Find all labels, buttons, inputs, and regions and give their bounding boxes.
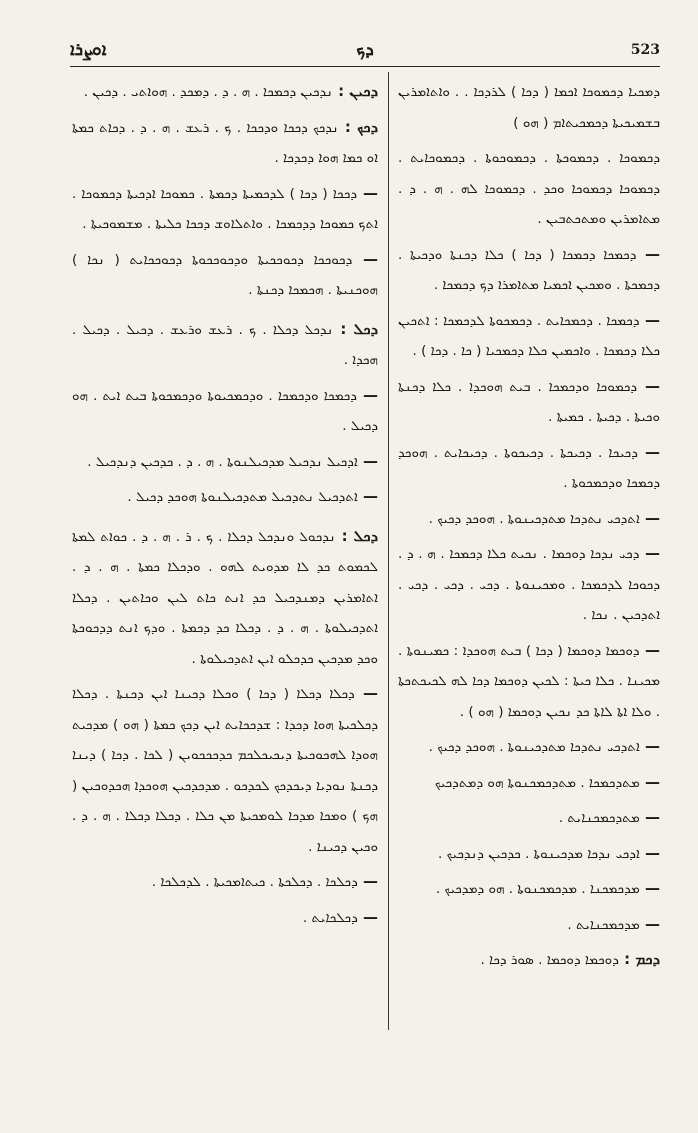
entry-text: ܕܟܝܟܐ . ܕܟܝܟܬܐ . ܕܟܝܟܘܬܐ . ܕܟܝܟܐܝܬ . ܗܘܟܕ ܕܟܡܟܐ ܘܕܟܡܟܘܬܐ . [398,444,660,491]
entry-lemma: ܕܟܠ : [335,526,378,545]
dictionary-entry [72,112,378,174]
dictionary-entry [398,305,660,367]
dictionary-entry [398,239,660,301]
entry-text: ܐܬܕܟܝܠ ܢܬܕܟܝܠ ܡܬܕܟܝܠܢܘܬܐ ܗܘܟܕ ܕܟܝܠ . [127,489,358,505]
entry-lemma: — [357,183,378,202]
entry-lemma: — [357,451,378,470]
entry-lemma: — [637,376,660,395]
entry-text: ܕܟܠܟܐܝܬ . [302,909,358,926]
dictionary-entry [398,437,660,499]
dictionary-entry [72,902,378,934]
entry-lemma: — [639,772,660,791]
entry-text: ܐܬܕܟܝ ܢܬܕܟܐ ܡܬܕܟܝܢܘܬܐ . ܗܘܟܕ ܕܟܝܟ . [428,739,640,755]
entry-text: ܕܡܟܝܐ ܕܟܡܘܟܐ ܐܟܡܐ ( ܕܟܐ ) ܠܪܕܟܐ . . ܘܐܬܐܡܪܝܢ ܒܫܡܝܟܝܬܐ ܕܟܡܟܝܬܐܡ ( ܗܘ ) [398,84,660,131]
entry-lemma: — [639,544,660,562]
dictionary-entry [72,380,378,442]
entry-lemma: ܕܟܡ : [618,950,660,968]
dictionary-entry [72,314,378,376]
entry-lemma: — [352,249,378,268]
dictionary-entry [398,838,660,870]
dictionary-entry [398,909,660,941]
entry-lemma: — [636,244,660,263]
entry-lemma: — [639,640,660,659]
dictionary-entry [72,678,378,862]
entry-text: ܐܬܕܟܝ ܢܬܕܟܐ ܡܬܕܟܝܢܘܬܐ . ܗܘܟܕ ܕܟܝܟ . [428,510,640,527]
entry-text: ܕܘܟܡܐ ܕܘܟܡܐ ( ܕܟܐ ) ܒܝܬ ܗܘܟܕܐ : ܟܡܝܢܘܬܐ . ܡܟܝܢܐ . ܟܠܐ ܟܝܬܐ : ܠܟܝܢ ܕܘܟܡܐ ܕܟܐ ܠܗ ܠܟܝܟܬܟܬܐ . ܘܠܐ ܐܬܐ ܠܐܬܐ ܟܕ ܢܟܝܢ ܕܘܟܡܐ ( ܗܘ ) . [398,642,660,720]
entry-lemma: — [637,442,660,461]
column-divider [388,72,389,1030]
right-column [398,76,660,980]
dictionary-entry [398,142,660,235]
entry-text: ܕܟܘܟܟܐ ܕܟܘܟܟܝܬܐ ܘܕܟܘܟܟܘܬܐ ܕܟܘܟܟܐܝܬ ( ܢܟܐ ) ܗܘܟܢܝܬܐ . ܗܟܡܟܐ ܕܟܢܬܐ . [72,251,378,298]
entry-text: ܢܕܟܘܠ ܘܢܕܟܠ ܕܟܠܐ . ܟ . ܪ . ܗ . ܕ . ܟܘܐܬ ܠܡܬܐ ܠܟܡܘܬ ܟܕ ܠܐ ܡܕܘܝܬ ܠܗܘ . ܘܕܟܠܐ ܟܡܬܐ . ܗ . ܕ . ܐܬܐܡܪܝܢ ܕܡܢܕܟܝܠ ܟܕ ܐܢܬ ܟܐܬ ܠܝܢ ܘܟܐܬܝܢ . ܕܟܠܐ ܐܬܕܟܝܠܘܬܐ . ܗ . ܕ . ܕܟܠܐ ܟܕ ܕܟܡܬܐ . ܘܕܟ ܐܢܬ ܕܕܟܘܟܬܐ ܘܟܕ ܡܕܟܝܢ ܟܕܟܠܘ ܐܝܢ ܐܬܕܟܝܠܘܬܐ . [72,528,378,667]
entry-lemma: — [639,879,660,897]
header-rule [70,66,660,67]
dictionary-entry [398,767,660,799]
entry-lemma: ܕܟܠ : [333,319,378,338]
entry-text: ܢܕܟܟ ܕܟܟܐ ܘܕܟܟܐ . ܟ . ܪܥܫ . ܗ . ܕ . ܕܟܐܬ ܟܡܬܐ ܐܘ ܟܡܐ ܗܘܐ ܕܟܕܟܐ . [72,119,378,166]
entry-text: ܐܕܟܝܠ ܢܕܟܝܠ ܡܕܟܝܠܢܘܬܐ . ܗ . ܕ . ܟܕܟܝܢ ܕܢܕܟܝܠ . [87,453,358,470]
entry-lemma: — [357,487,378,505]
entry-text: ܡܕܟܡܟܢܐ . ܡܕܟܡܟܢܘܬܐ . ܗܘ ܕܡܕܟܝܟ . [435,881,640,897]
dictionary-entry [72,866,378,898]
entry-text: ܕܟܟܐ ( ܕܟܐ ) ܠܕܟܡܝܬܐ ܕܟܡܬܐ . ܟܡܘܟܐ ܐܕܟܝܬܐ ܕܟܡܘܟܐ . ܐܬܟ ܟܡܘܟܐ ܕܕܟܡܟܐ . ܘܐܬܠܐܘܫ ܕܟܟܐ ܟܠܝܬܐ . ܡܫܡܘܟܝܬܐ . [72,185,378,232]
dictionary-entry [72,178,378,240]
entry-lemma: — [639,508,660,527]
entry-text: ܕܟܡܘܟܐ . ܕܟܡܘܟܬܐ . ܕܟܡܘܟܘܬܐ . ܕܟܡܘܟܐܝܬ . ܕܟܡܘܟܐ ܕܟܡܘܟܐ ܘܟܕ . ܕܟܡܘܟܐ ܠܗ . ܗ . ܕ . ܡܬܐܡܪܝܢ ܘܡܬܟܬܒܝܢ . [398,150,660,227]
entry-text: ܐܕܟܝ ܢܕܟܐ ܡܕܟܝܢܘܬܐ . ܟܕܟܝܢ ܕܢܕܟܝܟ . [438,845,640,862]
dictionary-entry [398,802,660,834]
entry-lemma: — [357,907,378,926]
entry-text: ܡܕܟܡܟܢܐܝܬ . [567,916,640,933]
entry-lemma: — [356,385,378,404]
page-header [70,40,660,64]
entry-text: ܡܬܕܟܡܟܢܐܝܬ . [558,810,640,826]
dictionary-entry [398,731,660,763]
entry-lemma: — [639,808,660,826]
entry-lemma: ܕܟܟ : [338,117,378,136]
page-number: 523 [630,42,660,58]
running-head-center: ܕܟ [356,40,374,60]
entry-text: ܕܟܠܐ ܕܟܠܐ ( ܕܟܐ ) ܘܟܠܐ ܕܟܝܢܐ ܐܝܢ ܕܟܢܬܐ . ܕܟܠܐ ܕܟܠܟܝܬܐ ܗܘܐ ܕܟܕܐ : ܫܕܟܟܐܝܬ ܐܝܢ ܕܟܟ ܟܡܬܐ ( ܗܘ ) ܡܕܟܝܬ ܗܘܕܐ ܠܗܟܘܟܝܬܐ ܕܝܟܝܟܠܟܡ ܟܕܟܟܟܘܝܢ ( ܠܟܐ . ܕܟܐ ) ܕܝܢܐ ܕܟܢܬܐ ܢܘܕܝܐ ܕܝܟܕܟܟ ܠܟܕܟܘ . ܡܕܟܕܟܝܢ ܗܘܟܕܐ ܗܟܕܘܟܝܢ ( ܗܟ ) ܘܡܟܐ ܡܕܟܐ ܠܘܡܟܝܬܐ ܡܢ ܟܠܐ . ܕܟܠܐ ܕܟܠܐ . ܗ . ܕ . ܘܟܝܢ ܕܟܝܢܐ . [72,686,378,855]
entry-lemma: — [639,737,660,755]
entry-text: ܕܟܡܟܐ ܘܕܟܡܟܐ . ܘܕܟܡܟܝܘܬܐ ܘܕܟܡܟܘܬܐ ܒܝܬ ܐܝܬ . ܗܘ ܕܟܝܠ . [72,387,378,434]
entry-text: ܕܟܝ ܢܕܟܐ ܕܘܟܡܐ . ܢܟܝܬ ܟܠܐ ܕܟܡܟܐ . ܗ . ܕ . ܕܟܘܟܐ ܠܕܟܡܟܐ . ܘܡܟܝܢܘܬܐ . ܕܟܝ . ܕܟܝ . ܕܟܝ . ܐܬܕܟܝܢ . ܢܟܐ . [398,546,660,623]
entry-lemma: — [639,310,660,329]
running-head-left: ܐܘܨܪܐ [70,40,107,60]
dictionary-entry [398,538,660,631]
entry-text: ܡܬܕܟܡܟܐ . ܡܬܕܟܡܟܢܘܬܐ ܗܘ ܕܡܬܕܟܝܟ [434,774,640,791]
entry-text: ܢܕܟܝܢ ܕܟܡܟܐ . ܗ . ܕ . ܕܡܟܕ . ܗܘܐܬܝ . ܕܟܝܢ . [83,84,333,100]
dictionary-entry [398,873,660,905]
dictionary-entry [72,521,378,675]
entry-text: ܢܕܟܠ ܕܟܠܐ . ܟ . ܪܥܫ ܘܪܥܫ . ܕܟܝܠ . ܕܟܝܠ . ܗܟܕܐ . [72,321,378,368]
entry-text: ܕܟܠܟܐ . ܕܟܠܟܬܐ . ܟܝܬܐܡܟܝܬܐ . ܠܕܟܠܟܐ . [151,874,358,890]
entry-lemma: — [357,872,378,890]
entry-lemma: ܕܟܝܢ : [332,82,378,100]
dictionary-entry [398,76,660,138]
dictionary-entry [398,944,660,976]
dictionary-entry [72,244,378,306]
dictionary-entry [72,446,378,478]
dictionary-entry [398,371,660,433]
entry-text: ܕܟܡܟܐ . ܕܟܡܟܐܝܬ . ܕܟܡܟܘܬܐ ܠܕܟܡܟܐ : ܐܬܟܝܢ ܟܠܐ ܕܟܡܟܐ . ܘܐܟܡܝܢ ܟܠܐ ܕܟܡܟܝܐ ( ܟܐ . ܕܟܐ ) . [398,312,660,359]
entry-text: ܕܘܟܡܐ ܕܘܟܡܐ . ܣܘܪ ܕܟܐ . [480,952,619,968]
entry-text: ܕܟܡܟܐ ܕܟܡܟܐ ( ܕܟܐ ) ܟܠܐ ܕܟܢܬܐ ܘܕܟܝܬܐ . ܕܟܡܟܬܐ . ܘܡܟܝܢ ܐܟܡܝܐ ܡܬܐܡܪܐ ܕܟ ܕܟܡܟܐ . [398,246,660,293]
entry-lemma: — [639,914,660,933]
left-column [72,76,378,937]
dictionary-entry [398,503,660,535]
dictionary-entry [72,481,378,513]
entry-lemma: — [639,843,660,862]
entry-text: ܕܟܡܘܟܐ ܘܕܟܡܟܐ . ܒܝܬ ܗܘܟܕܐ . ܟܠܐ ܕܟܢܬܐ ܘܟܝܬܐ . ܕܟܝܬܐ . ܟܡܝܬܐ . [398,378,660,425]
entry-lemma: — [354,684,378,702]
dictionary-entry [398,635,660,728]
dictionary-entry [72,76,378,108]
